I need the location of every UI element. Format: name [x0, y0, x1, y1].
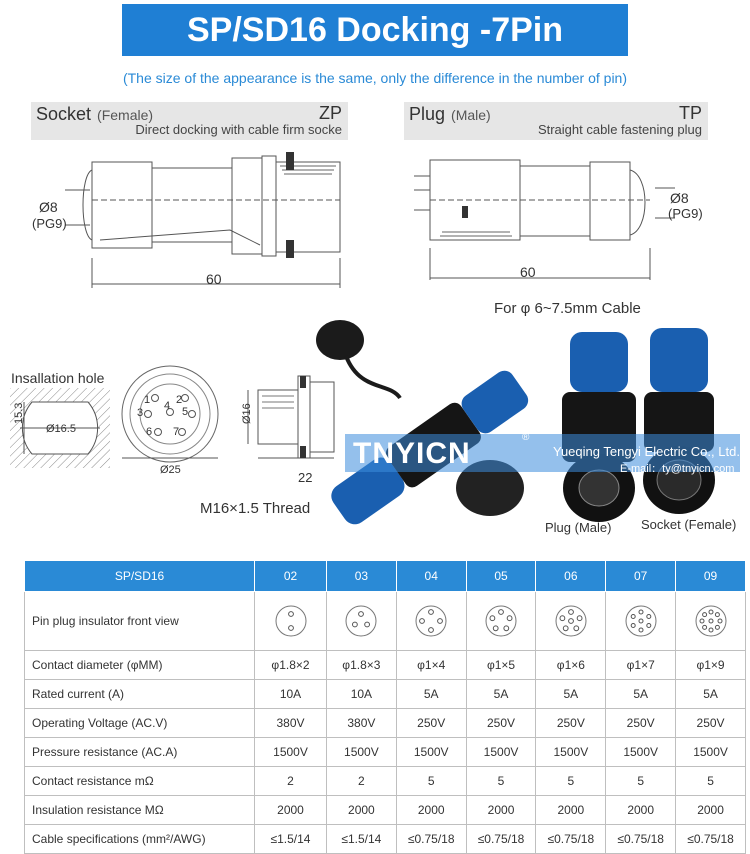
spec-value: 10A: [326, 680, 396, 709]
spec-value: ≤0.75/18: [676, 825, 746, 854]
page-title: SP/SD16 Docking -7Pin: [187, 10, 563, 49]
face-view-drawing: [118, 362, 222, 466]
spec-value: φ1.8×3: [326, 651, 396, 680]
spec-value: 250V: [466, 709, 536, 738]
spec-label: Operating Voltage (AC.V): [25, 709, 255, 738]
table-header-cell: 09: [676, 561, 746, 592]
spec-value: 2000: [606, 796, 676, 825]
spec-value: φ1×5: [466, 651, 536, 680]
pin-view-cell: [676, 592, 746, 651]
spec-value: 2: [255, 767, 327, 796]
spec-label: Contact diameter (φMM): [25, 651, 255, 680]
spec-value: 5: [396, 767, 466, 796]
spec-value: 1500V: [536, 738, 606, 767]
spec-value: 5: [676, 767, 746, 796]
spec-value: φ1×7: [606, 651, 676, 680]
face-pin-1: 1: [144, 394, 151, 406]
spec-value: 1500V: [255, 738, 327, 767]
spec-value: 5: [466, 767, 536, 796]
spec-value: 1500V: [466, 738, 536, 767]
plug-header: [404, 102, 708, 140]
pin-view-cell: [255, 592, 327, 651]
table-header-cell: 02: [255, 561, 327, 592]
plug-code: TP: [678, 103, 702, 123]
spec-value: 5A: [466, 680, 536, 709]
face-pin-6: 6: [146, 426, 153, 438]
table-row: [25, 767, 746, 796]
thread-label: M16×1.5 Thread: [200, 500, 311, 517]
company-name: Yueqing Tengyi Electric Co., Ltd.: [553, 444, 740, 459]
spec-value: 250V: [396, 709, 466, 738]
side-length: 22: [298, 470, 313, 485]
plug-photo-label: Plug (Male): [545, 520, 612, 535]
face-pin-3: 3: [137, 407, 144, 419]
spec-value: ≤0.75/18: [466, 825, 536, 854]
spec-value: 1500V: [606, 738, 676, 767]
spec-value: ≤0.75/18: [536, 825, 606, 854]
pin-view-cell: [466, 592, 536, 651]
spec-value: ≤1.5/14: [255, 825, 327, 854]
socket-drawing: [20, 140, 370, 300]
plug-drawing: [400, 140, 700, 290]
subtitle: (The size of the appearance is the same, only the difference in the number of pin): [122, 70, 628, 86]
spec-value: φ1×4: [396, 651, 466, 680]
spec-value: 2000: [326, 796, 396, 825]
spec-value: 2000: [536, 796, 606, 825]
brand-logo: TNYICN: [353, 437, 471, 470]
socket-photo-label: Socket (Female): [641, 517, 737, 532]
spec-value: 2000: [396, 796, 466, 825]
face-pin-2: 2: [176, 394, 183, 406]
table-row: [25, 680, 746, 709]
face-dia: Ø25: [160, 464, 181, 476]
plug-type: (Male): [451, 107, 491, 123]
spec-value: 5A: [606, 680, 676, 709]
pin-face-icon: [624, 604, 658, 638]
plug-desc: Straight cable fastening plug: [537, 122, 702, 137]
table-header-cell: SP/SD16: [25, 561, 255, 592]
spec-label: Rated current (A): [25, 680, 255, 709]
spec-value: 5A: [676, 680, 746, 709]
install-label: Insallation hole: [11, 370, 105, 386]
socket-desc: Direct docking with cable firm socke: [135, 122, 342, 137]
spec-value: 250V: [676, 709, 746, 738]
socket-code: ZP: [318, 103, 342, 123]
spec-value: 1500V: [326, 738, 396, 767]
spec-label: Insulation resistance MΩ: [25, 796, 255, 825]
table-row: [25, 738, 746, 767]
pin-face-icon: [554, 604, 588, 638]
pin-face-icon: [344, 604, 378, 638]
socket-length: 60: [206, 271, 222, 287]
spec-value: 2000: [466, 796, 536, 825]
install-dia: Ø16.5: [46, 423, 76, 435]
pin-view-cell: [326, 592, 396, 651]
spec-value: 5: [606, 767, 676, 796]
face-pin-7: 7: [173, 426, 180, 438]
face-pin-4: 4: [164, 400, 171, 412]
table-header-cell: 06: [536, 561, 606, 592]
spec-value: 250V: [536, 709, 606, 738]
spec-value: 5A: [396, 680, 466, 709]
table-header-cell: 07: [606, 561, 676, 592]
table-header-row: [25, 561, 746, 592]
plug-name: Plug: [409, 104, 446, 124]
spec-value: φ1×9: [676, 651, 746, 680]
table-row: [25, 796, 746, 825]
plug-pg: (PG9): [668, 206, 703, 221]
table-row: [25, 651, 746, 680]
spec-value: 2: [326, 767, 396, 796]
spec-value: 380V: [255, 709, 327, 738]
spec-value: ≤0.75/18: [396, 825, 466, 854]
table-row-pin-view: [25, 592, 746, 651]
spec-value: ≤1.5/14: [326, 825, 396, 854]
socket-pg: (PG9): [32, 216, 67, 231]
face-pin-5: 5: [182, 406, 189, 418]
pin-face-icon: [694, 604, 728, 638]
install-flat: 15.3: [13, 402, 25, 424]
table-row: [25, 825, 746, 854]
socket-header: [31, 102, 348, 140]
spec-table: [24, 560, 746, 854]
spec-value: ≤0.75/18: [606, 825, 676, 854]
plug-length: 60: [520, 264, 536, 280]
table-header-cell: 03: [326, 561, 396, 592]
plug-name-wrap: [409, 104, 491, 125]
cable-note: For φ 6~7.5mm Cable: [494, 300, 641, 317]
spec-value: 250V: [606, 709, 676, 738]
plug-dia: Ø8: [670, 190, 689, 206]
pin-face-icon: [414, 604, 448, 638]
table-header-cell: 04: [396, 561, 466, 592]
spec-value: φ1×6: [536, 651, 606, 680]
socket-type: (Female): [97, 107, 154, 123]
socket-dia: Ø8: [39, 199, 58, 215]
spec-label: Pressure resistance (AC.A): [25, 738, 255, 767]
brand-reg: ®: [522, 432, 530, 443]
pin-view-cell: [536, 592, 606, 651]
pin-face-icon: [274, 604, 308, 638]
pin-view-label: Pin plug insulator front view: [25, 592, 255, 651]
spec-value: 5: [536, 767, 606, 796]
company-email: E-mail：ty@tnyicn.com: [620, 463, 735, 475]
pin-view-cell: [606, 592, 676, 651]
socket-name: Socket: [36, 104, 92, 124]
spec-label: Contact resistance mΩ: [25, 767, 255, 796]
spec-value: 380V: [326, 709, 396, 738]
pin-view-cell: [396, 592, 466, 651]
table-header-cell: 05: [466, 561, 536, 592]
page-title-banner: [122, 4, 628, 56]
spec-value: 2000: [676, 796, 746, 825]
spec-label: Cable specifications (mm²/AWG): [25, 825, 255, 854]
spec-value: 10A: [255, 680, 327, 709]
spec-value: φ1.8×2: [255, 651, 327, 680]
table-row: [25, 709, 746, 738]
spec-value: 1500V: [396, 738, 466, 767]
spec-value: 1500V: [676, 738, 746, 767]
spec-value: 5A: [536, 680, 606, 709]
spec-value: 2000: [255, 796, 327, 825]
pin-face-icon: [484, 604, 518, 638]
side-dia: Ø16: [241, 403, 253, 424]
